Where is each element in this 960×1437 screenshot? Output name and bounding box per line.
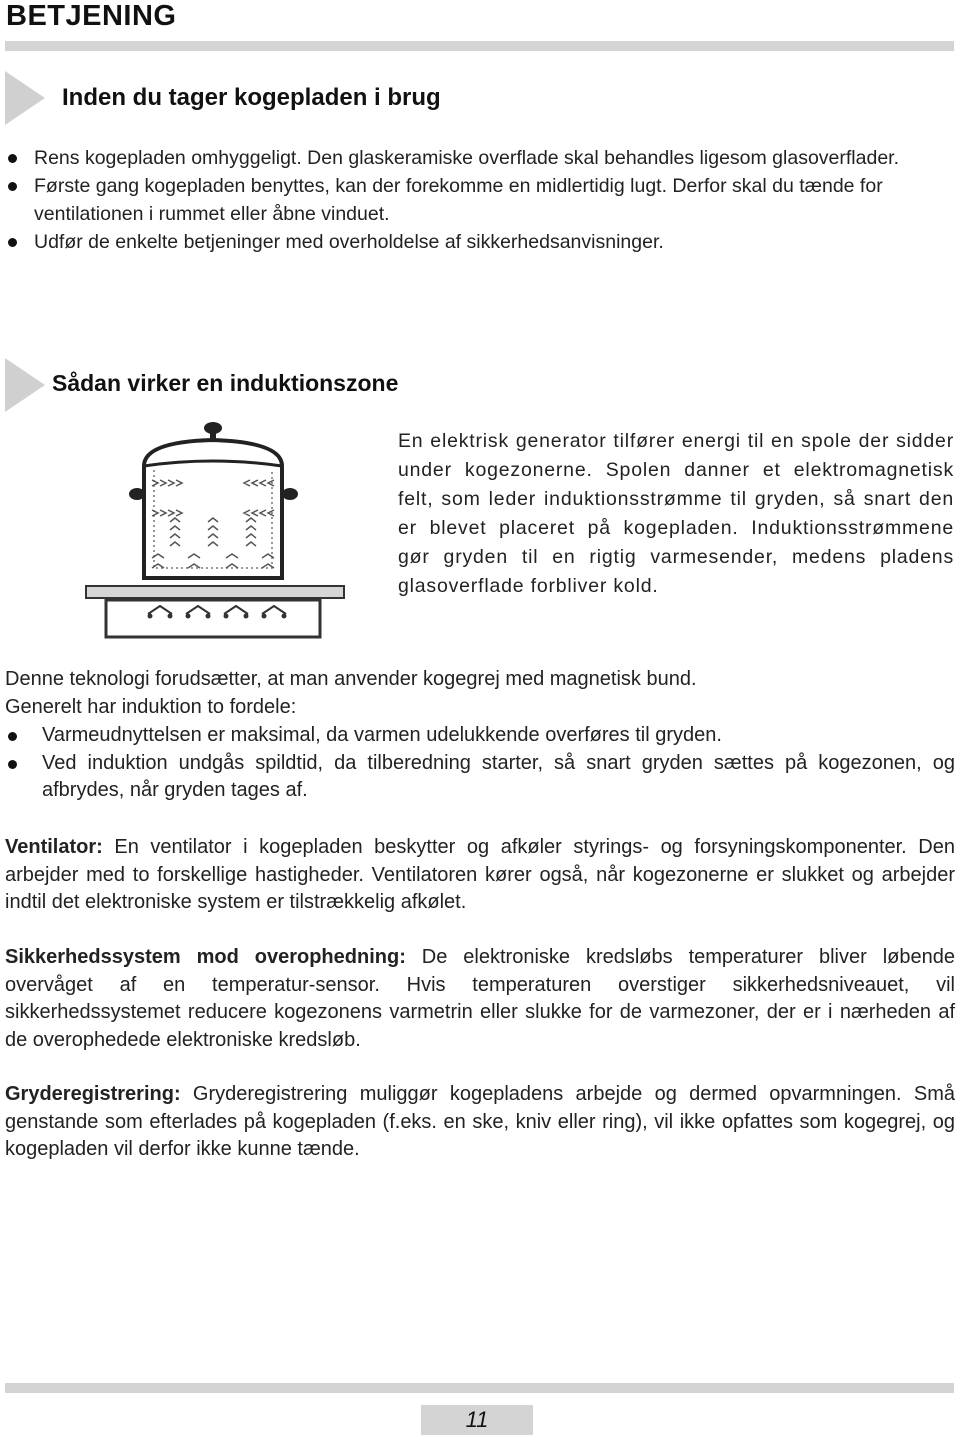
page-number: 11: [465, 1407, 489, 1432]
section-arrow-icon: [5, 358, 45, 412]
bullet-icon: [8, 732, 17, 741]
glass-plate: [86, 586, 344, 598]
induction-diagram: [82, 418, 348, 644]
hob-base: [106, 600, 320, 637]
bullet-icon: [8, 154, 17, 163]
induction-description: En elektrisk generator tilfører energi til en spole der sidder under kogezonerne. Spolen danner et elektromagnetisk felt, som leder induktionsstrømme til gryden, så snart den er blevet placeret på kogepladen. Induktionsstrømmene gør gryden til en rigtig varmesender, medens pladens glasoverflade forbliver kold.: [398, 430, 954, 597]
advantages-list: [5, 722, 955, 805]
bullet-icon: [8, 182, 17, 191]
pot-detection-paragraph: Gryderegistrering: Gryderegistrering muliggør kogepladens arbejde og dermed opvarmningen. Små genstande som efterlades på kogepladen (f.eks. en ske, kniv eller ring), vil ikke opfattes som kogegrej, og kogepladen vil derfor ikke kunne tænde.: [5, 1083, 955, 1160]
section-arrow-icon: [5, 71, 45, 125]
list-item: Udfør de enkelte betjeninger med overholdelse af sikkerhedsanvisninger.: [8, 228, 956, 256]
list-item: Første gang kogepladen benyttes, kan der forekomme en midlertidig lugt. Derfor skal du tænde for ventilationen i rummet eller åbne vinduet.: [8, 172, 956, 228]
section-heading-induction: Sådan virker en induktionszone: [52, 370, 399, 396]
list-item: Rens kogepladen omhyggeligt. Den glaskeramiske overflade skal behandles ligesom glasoverflader.: [8, 144, 956, 172]
safety-paragraph: Sikkerhedssystem mod overophedning: De elektroniske kredsløbs temperaturer bliver løbende overvåget af en temperatur-sensor. Hvis temperaturen overstiger sikkerhedsniveauet, vil sikkerhedssystemet reducere kogezonens varmetrin eller slukke for de varmezoner, der er i nærheden af de overophedede elektroniske kredsløb.: [5, 946, 955, 1051]
header-divider: [5, 41, 954, 51]
section-heading-before-use: Inden du tager kogepladen i brug: [62, 84, 441, 111]
list-item: Ved induktion undgås spildtid, da tilberedning starter, så snart gryden sættes på kogezonen, og afbrydes, når gryden tages af.: [5, 750, 955, 805]
before-use-list: [8, 144, 956, 256]
pot-handle-left: [129, 488, 145, 500]
technology-paragraph: Denne teknologi forudsætter, at man anvender kogegrej med magnetisk bund. Generelt har induktion to fordele:: [5, 668, 697, 718]
list-item: Varmeudnyttelsen er maksimal, da varmen udelukkende overføres til gryden.: [5, 722, 955, 750]
footer-divider: [5, 1383, 954, 1393]
bullet-icon: [8, 238, 17, 247]
pot-handle-right: [282, 488, 298, 500]
ventilator-paragraph: Ventilator: En ventilator i kogepladen beskytter og afkøler styrings- og forsyningskomponenter. Den arbejder med to forskellige hastigheder. Ventilatoren kører også, når kogezonerne er slukket og arbejder indtil det elektroniske system er tilstrækkelig afkølet.: [5, 836, 955, 913]
page-number-box: [421, 1405, 533, 1435]
page-title: BETJENING: [6, 0, 177, 32]
bullet-icon: [8, 760, 17, 769]
